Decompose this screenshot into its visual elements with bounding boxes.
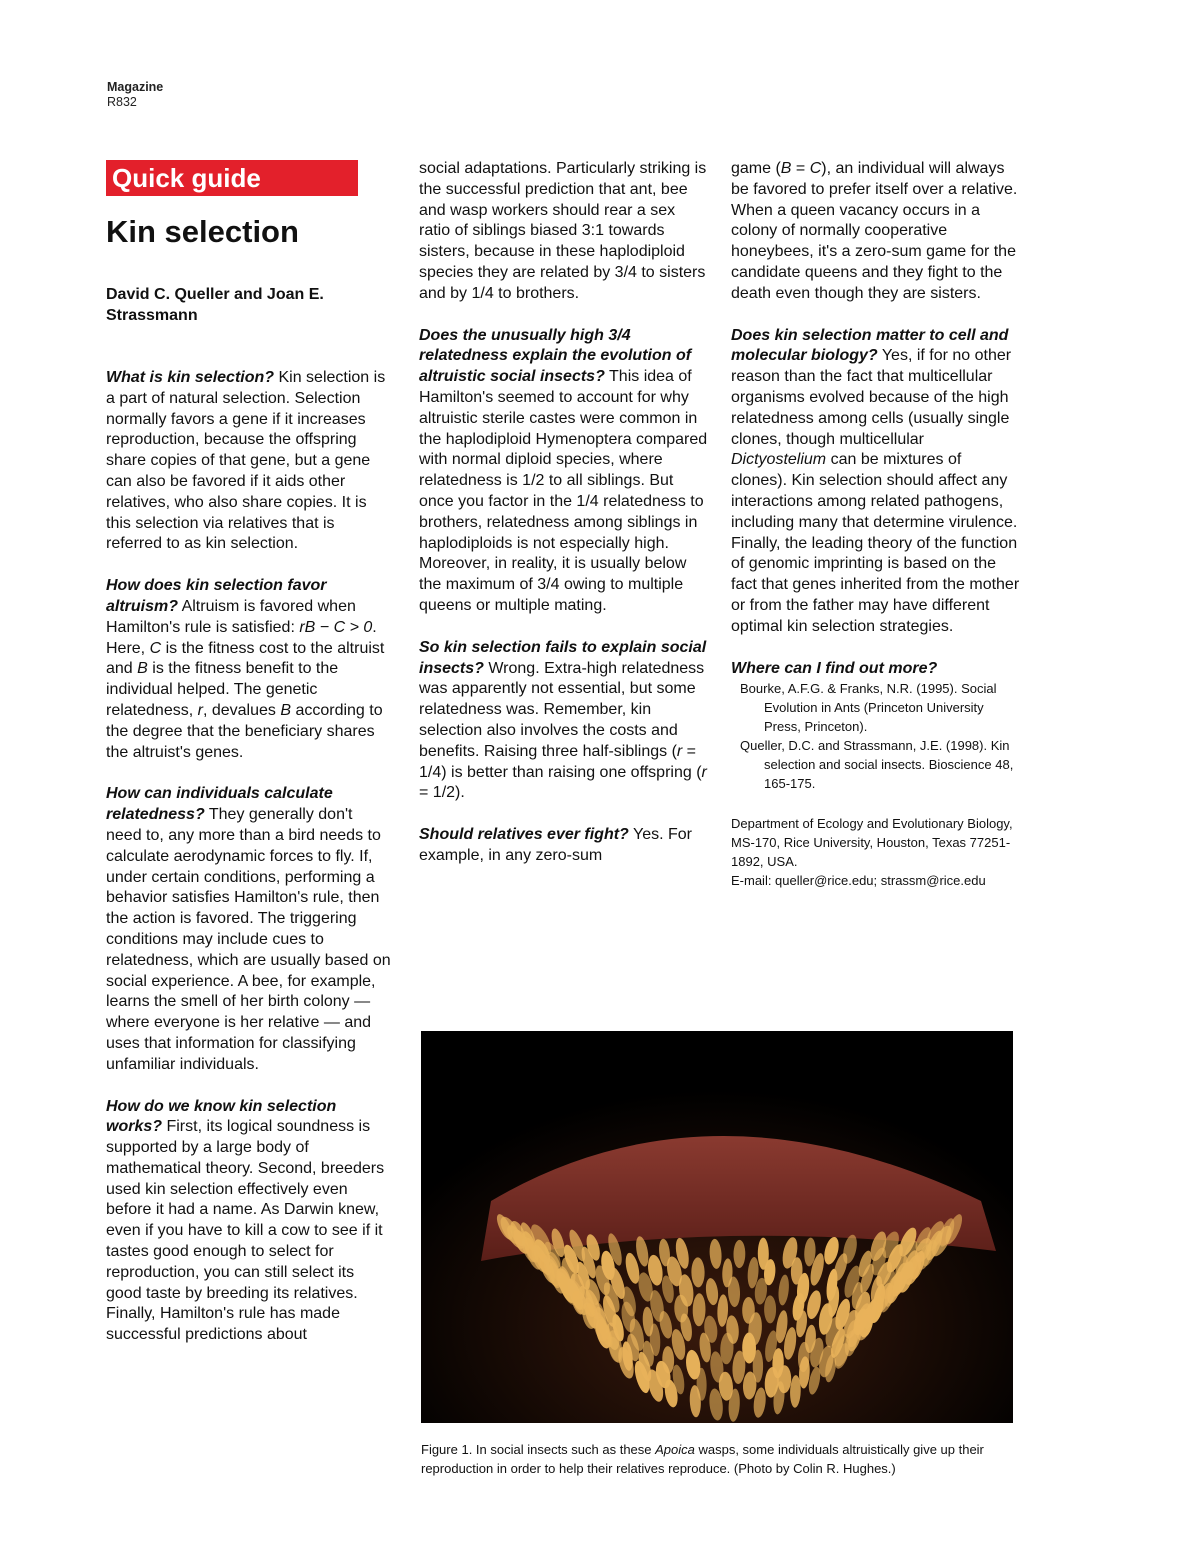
answer-text: according to the degree that the beneficiary shares the altruist's genes. [106,701,383,761]
answer-text: = 1/2). [419,784,465,802]
figure-caption [421,1441,1016,1478]
symbol-b: B [780,160,792,177]
symbol-c: C [149,639,162,657]
answer-text: Kin selection is a part of natural selection. Selection normally favors a gene if it increases reproduction, because the offspring share copies of that gene, but a gene can also be favored if it aids other relatives, who also share copies. It is this selection via relatives that is referred to as kin selection. [106,369,386,553]
answer-text: is the fitness benefit to the individual helped. The genetic relatedness, [106,660,339,719]
answer-text: game ( [731,160,781,177]
answer-text: Yes. For example, in any zero-sum [419,826,692,864]
answer-text: First, its logical soundness is supported by a large body of mathematical theory. Second, breeders used kin selection effectively even before it had a name. As Darwin knew, even if you have to kill a cow to see if it tastes good enough to select for reproduction, you can still select its good taste by breeding its relatives. Finally, Hamilton's rule has made successful predictions about [106,1118,385,1344]
symbol-b: B [137,660,148,678]
answer-text: Yes, if for no other reason than the fact that multicellular organisms evolved because of the high relatedness among cells (usually single clones, though multicellular [731,347,1012,448]
reference-list [731,679,1021,793]
genus-name: Apoica [655,1442,695,1457]
answer-text: = 1/4) is better than raising one offspring ( [419,742,702,781]
symbol-b: B [280,701,291,719]
section-cell-biology [731,326,1021,638]
answer-text: Wrong. Extra-high relatedness was apparently not essential, but some relatedness was. Remember, kin selection also involves the costs and benefits. Raising three half-siblings ( [419,659,705,760]
section-fails [419,638,709,804]
affiliation [731,814,1021,890]
wasp-nest-illustration [421,1031,1013,1423]
answer-text: can be mixtures of clones). Kin selection should affect any interactions among related pathogens, including many that determine virulence. Finally, the leading theory of the function of genomic imprinting is based on the fact that genes inherited from the mother or from the father may have different optimal kin selection strategies. [731,451,1020,635]
answer-text: = [791,160,810,177]
genus-name: Dictyostelium [731,451,827,469]
wasp [764,1295,776,1323]
affiliation-email: E-mail: queller@rice.edu; strassm@rice.edu [731,873,986,889]
column-2 [419,159,709,888]
continued-text: social adaptations. Particularly striking is the successful prediction that ant, bee and wasp workers should rear a sex ratio of siblings biased 3:1 towards sisters, because in these haplodiploid species they are related by 3/4 to sisters and by 1/4 to brothers. [419,160,707,302]
question-heading: What is kin selection? [106,369,275,386]
section-altruism [106,576,392,763]
quick-guide-banner: Quick guide [106,160,358,196]
answer-text: They generally don't need to, any more than a bird needs to calculate aerodynamic forces to fly. If, under certain conditions, performing a behavior satisfies Hamilton's rule, then the action is favored. The triggering conditions may include cues to relatedness, which are usually based on social experience. A bee, for example, learns the smell of her birth colony — where everyone is her relative — and uses that information for classifying unfamiliar individuals. [106,806,391,1073]
question-heading: Where can I find out more? [731,659,938,677]
section-calculate [106,784,392,1075]
section-three-quarter [419,326,709,617]
caption-text: Figure 1. In social insects such as these [421,1442,656,1457]
question-heading: How do we know kin selection works? [106,1097,337,1136]
running-header [107,80,163,110]
continued-text [731,159,1021,305]
question-heading: Does kin selection matter to cell and molecular biology? [731,326,1009,365]
column-1 [106,368,392,1367]
affiliation-address: Department of Ecology and Evolutionary Biology, MS-170, Rice University, Houston, Texas 77251-1892, USA. [731,816,1013,870]
page-number: R832 [107,95,137,109]
answer-text: This idea of Hamilton's seemed to account for why altruistic sterile castes were common in the haplodiploid Hymenoptera compared with normal diploid species, where relatedness is 1/2 to all siblings. But once you factor in the 1/4 relatedness to brothers, relatedness among siblings in haplodiploids is not especially high. Moreover, in reality, it is usually below the maximum of 3/4 owing to multiple queens or multiple mating. [419,368,708,614]
symbol-c: C [809,160,822,177]
hamilton-rule-formula: rB − C > 0 [299,618,373,636]
answer-text: . Here, [106,618,377,657]
answer-text: ), an individual will always be favored to prefer itself over a relative. When a queen vacancy occurs in a colony of normally cooperative honeybees, it's a zero-sum game for the candidate queens and they fight to the death even though they are sisters. [731,160,1018,302]
question-heading: How does kin selection favor altruism? [106,577,327,615]
reference-item: Queller, D.C. and Strassmann, J.E. (1998). Kin selection and social insects. Bioscience 48, 165-175. [740,738,1014,792]
column-3 [731,159,1021,890]
section-how-know [106,1097,392,1347]
question-heading: So kin selection fails to explain social insects? [419,638,707,677]
section-what-is [106,368,392,555]
symbol-r: r [676,742,683,760]
section-fight [419,825,709,867]
article-title: Kin selection [106,214,299,249]
answer-text: Altruism is favored when Hamilton's rule is satisfied: [106,597,356,636]
wasp-nest-photo [421,1031,1013,1423]
caption-text: wasps, some individuals altruistically give up their reproduction in order to help their relatives reproduce. (Photo by Colin R. Hughes.) [421,1442,984,1476]
answer-text: , devalues [202,701,281,719]
answer-text: is the fitness cost to the altruist and [106,639,385,678]
symbol-r: r [701,763,707,781]
question-heading: How can individuals calculate relatedness? [106,785,333,824]
reference-item: Bourke, A.F.G. & Franks, N.R. (1995). Social Evolution in Ants (Princeton University Press, Princeton). [740,681,997,735]
symbol-r: r [197,701,203,719]
question-heading: Does the unusually high 3/4 relatedness explain the evolution of altruistic social insects? [419,326,692,386]
section-find-more [731,659,1021,680]
magazine-label: Magazine [107,80,164,94]
authors: David C. Queller and Joan E. Strassmann [106,286,324,324]
question-heading: Should relatives ever fight? [419,826,629,844]
